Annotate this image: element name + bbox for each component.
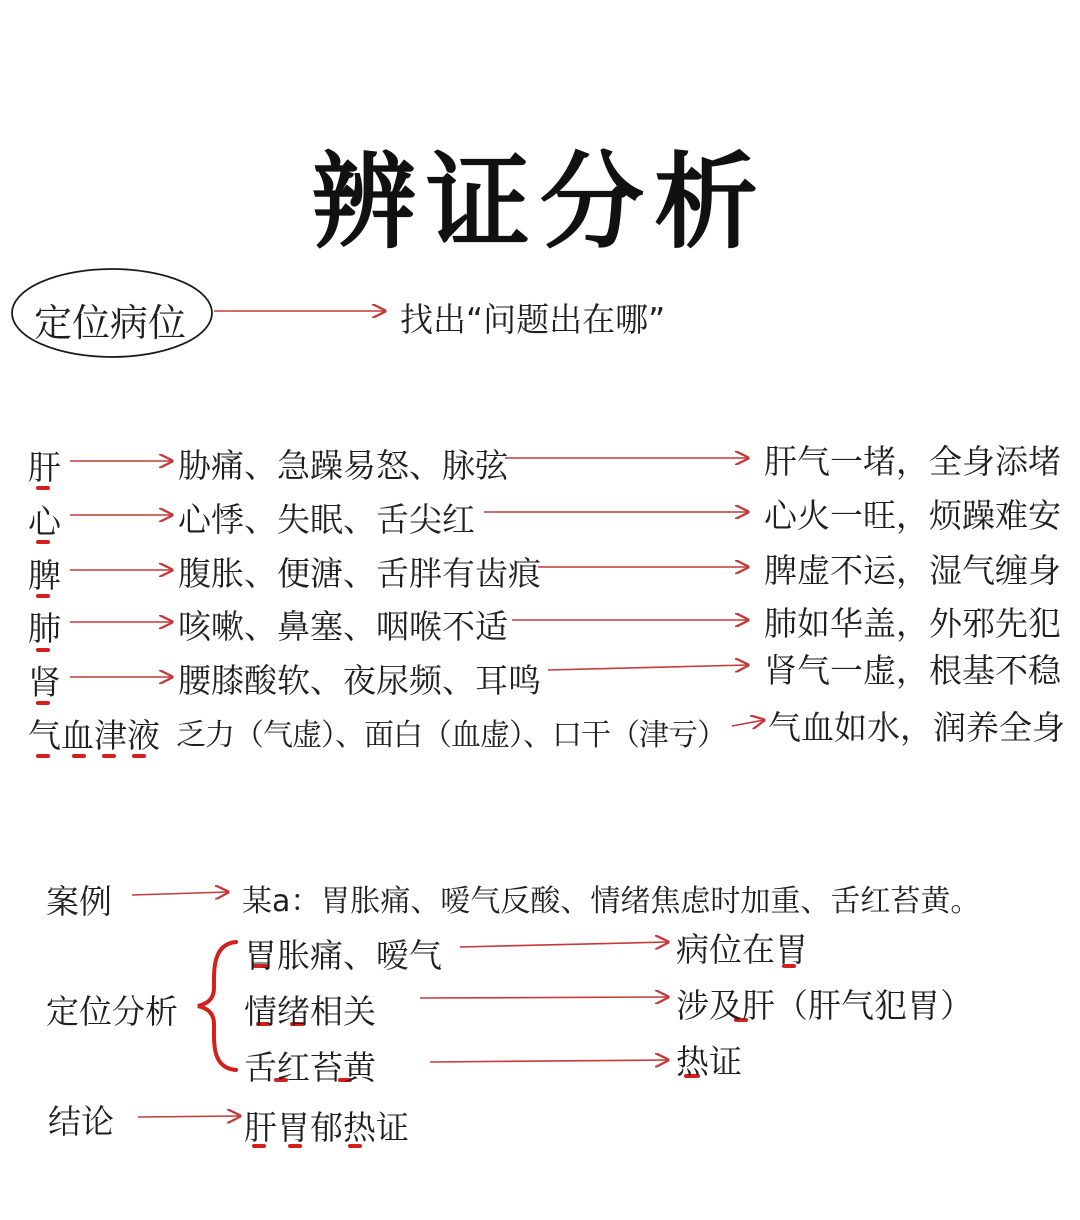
- organ-symptoms: 心悸、失眠、舌尖红: [178, 500, 475, 539]
- organ-summary: 肾气一虚，根基不稳: [764, 651, 1061, 690]
- organ-symptoms: 咳嗽、鼻塞、咽喉不适: [178, 607, 508, 646]
- analysis-arrow-3: [430, 1060, 668, 1062]
- analysis-finding: 情绪相关: [244, 992, 376, 1031]
- organ-name: 肺: [28, 609, 61, 648]
- case-label: 案例: [46, 882, 112, 921]
- analysis-result: 涉及肝（肝气犯胃）: [676, 986, 973, 1025]
- conclusion-text: 肝胃郁热证: [244, 1108, 409, 1147]
- organ-summary: 心火一旺，烦躁难安: [764, 496, 1061, 535]
- case-arrow: [132, 892, 228, 895]
- conclusion-label: 结论: [48, 1102, 114, 1141]
- analysis-arrow-2: [420, 997, 668, 998]
- organ-summary: 肝气一堵，全身添堵: [764, 442, 1061, 481]
- organ-name: 脾: [28, 556, 61, 595]
- analysis-arrow-1: [460, 942, 668, 947]
- organ-symptoms: 胁痛、急躁易怒、脉弦: [178, 446, 508, 485]
- organ-symptoms: 腰膝酸软、夜尿频、耳鸣: [178, 661, 541, 700]
- analysis-result: 热证: [676, 1042, 742, 1081]
- organ-symptoms: 腹胀、便溏、舌胖有齿痕: [178, 554, 541, 593]
- page-title: 辨证分析: [311, 140, 768, 263]
- organ-summary: 脾虚不运，湿气缠身: [764, 551, 1061, 590]
- analysis-finding: 舌红苔黄: [244, 1048, 376, 1087]
- analysis-result: 病位在胃: [676, 930, 808, 969]
- summary-arrow-5: [548, 665, 748, 670]
- organ-name: 气血津液: [28, 716, 160, 755]
- locate-label: 定位病位: [34, 301, 187, 345]
- case-text: 某a：胃胀痛、嗳气反酸、情绪焦虑时加重、舌红苔黄。: [242, 884, 981, 919]
- organ-name: 心: [28, 502, 61, 541]
- organ-symptoms: 乏力（气虚）、面白（血虚）、口干（津亏）: [176, 718, 726, 753]
- analysis-brace: [198, 942, 236, 1070]
- analysis-finding: 胃胀痛、嗳气: [244, 936, 442, 975]
- conclusion-arrow: [138, 1116, 240, 1117]
- summary-arrow-6: [732, 720, 764, 726]
- organ-name: 肝: [28, 448, 61, 487]
- organ-summary: 肺如华盖，外邪先犯: [764, 604, 1061, 643]
- analysis-label: 定位分析: [46, 992, 178, 1031]
- organ-name: 肾: [28, 663, 61, 702]
- locate-description: 找出“问题出在哪”: [400, 300, 666, 339]
- organ-summary: 气血如水，润养全身: [768, 708, 1065, 747]
